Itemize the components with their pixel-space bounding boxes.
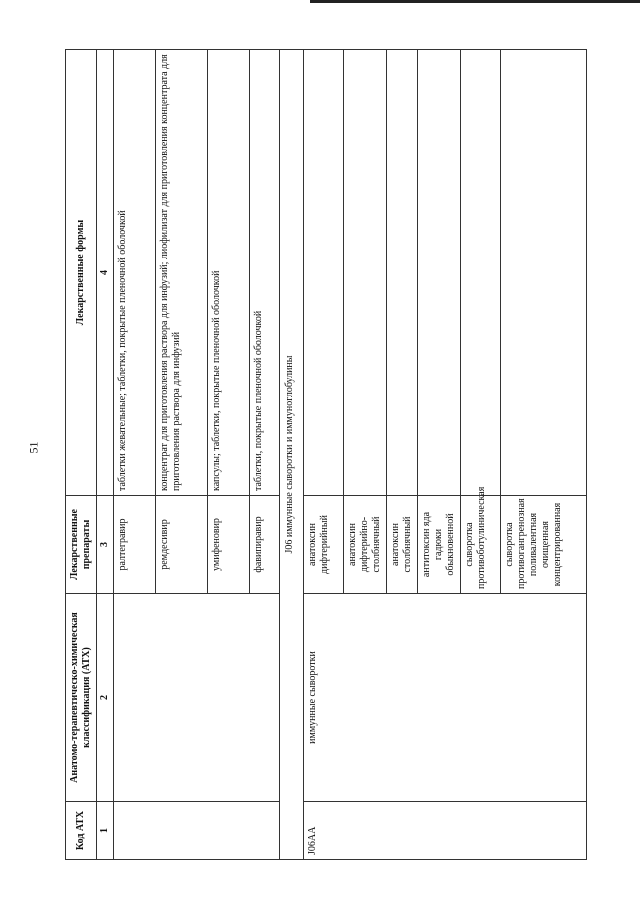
drug-name: анатоксин дифтерийный (304, 496, 344, 594)
section-title: J06 иммунные сыворотки и иммуноглобулины (280, 50, 304, 860)
header-drugs: Лекарственные препараты (66, 496, 97, 594)
drug-forms (461, 50, 501, 496)
section-row (280, 50, 304, 860)
drug-name: сыворотка противоботулиническая (461, 496, 501, 594)
drug-name: антитоксин яда гадюки обыкновенной (418, 496, 461, 594)
drug-table (65, 49, 587, 860)
header-code: Код АТХ (66, 802, 97, 860)
group-name: иммунные сыворотки (304, 594, 587, 802)
code-cell (114, 802, 280, 860)
drug-forms: таблетки жевательные; таблетки, покрытые пленочной оболочкой (114, 50, 156, 496)
header-forms: Лекарственные формы (66, 50, 97, 496)
drug-name: ралтегравир (114, 496, 156, 594)
rotated-table-container (65, 50, 570, 860)
drug-forms: концентрат для приготовления раствора для инфузий; лиофилизат для приготовления концентрата для приготовления раствора для инфузий (156, 50, 208, 496)
drug-forms (418, 50, 461, 496)
drug-name: сыворотка противогангренозная поливалентная очищенная концентрированная (501, 496, 587, 594)
atc-cell (114, 594, 280, 802)
group-code: J06AA (304, 802, 587, 860)
col-number: 2 (97, 594, 114, 802)
drug-forms (304, 50, 344, 496)
drug-name: умифеновир (208, 496, 250, 594)
drug-name: анатоксин дифтерийно-столбнячный (344, 496, 387, 594)
table-row (114, 50, 156, 860)
header-atc: Анатомо-терапевтическо-химическая классификация (АТХ) (66, 594, 97, 802)
col-number: 1 (97, 802, 114, 860)
page-number: 51 (26, 441, 41, 454)
drug-forms: таблетки, покрытые пленочной оболочкой (250, 50, 280, 496)
drug-forms (501, 50, 587, 496)
drug-forms: капсулы; таблетки, покрытые пленочной оболочкой (208, 50, 250, 496)
drug-forms (387, 50, 418, 496)
col-number: 4 (97, 50, 114, 496)
drug-name: ремдесивир (156, 496, 208, 594)
drug-name: анатоксин столбнячный (387, 496, 418, 594)
column-number-row (97, 50, 114, 860)
table-row (304, 50, 344, 860)
header-row (66, 50, 97, 860)
col-number: 3 (97, 496, 114, 594)
drug-forms (344, 50, 387, 496)
drug-name: фавипиравир (250, 496, 280, 594)
top-rule (310, 0, 640, 3)
